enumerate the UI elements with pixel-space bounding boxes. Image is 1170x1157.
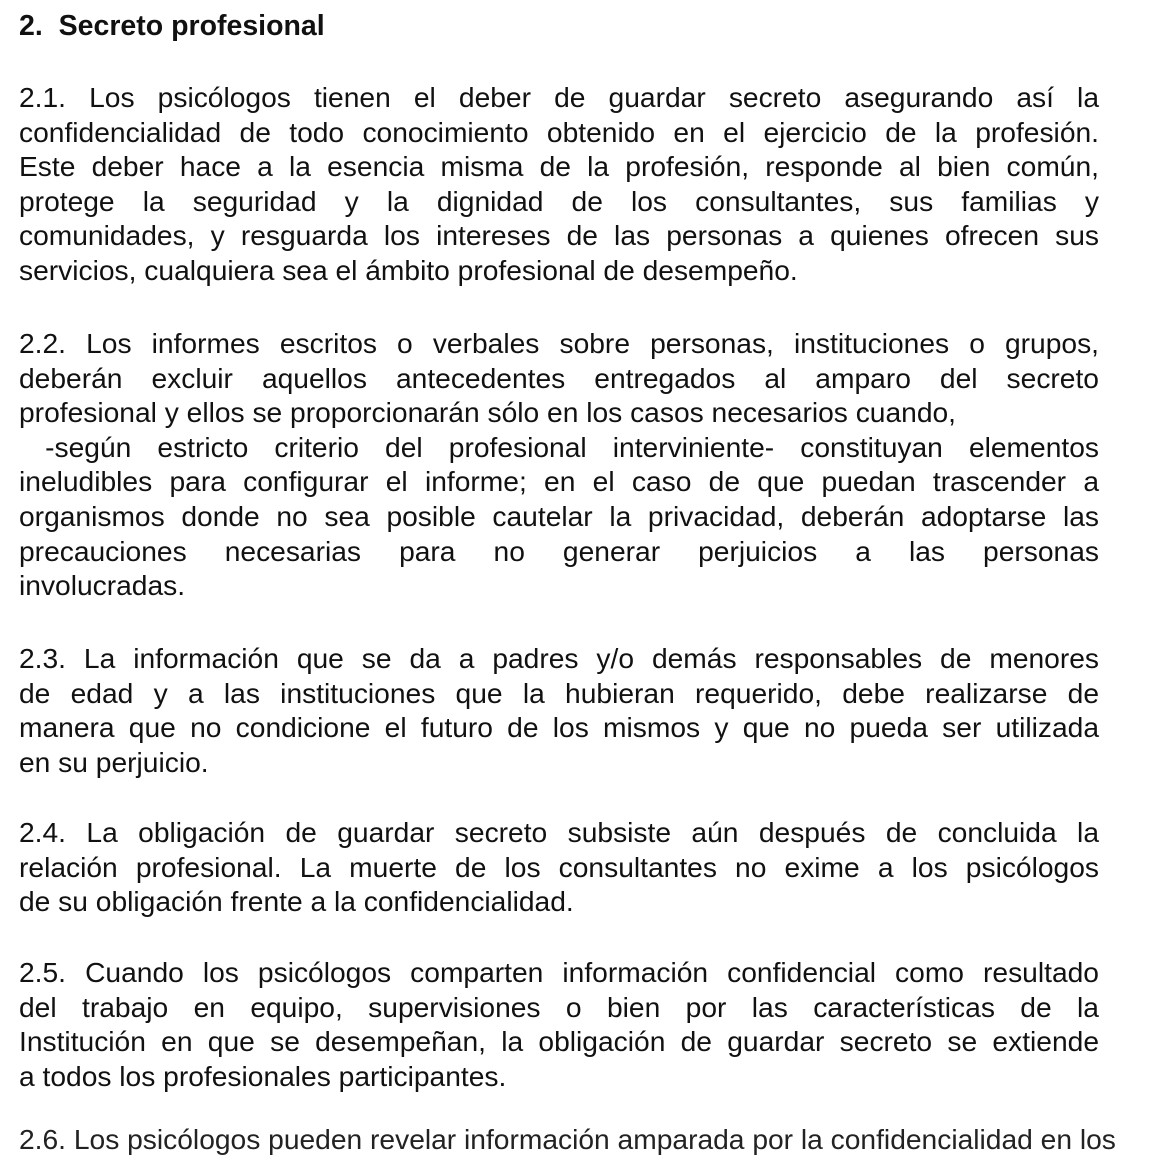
text-line: confidencialidad de todo conocimiento obtenido en el ejercicio de la profesión. [19,115,1099,148]
paragraph-2-4 [19,815,1099,919]
cutoff-text-line: 2.6. Los psicólogos pueden revelar información amparada por la confidencialidad en los [19,1123,1116,1155]
text-line: organismos donde no sea posible cautelar la privacidad, deberán adoptarse las [19,499,1099,532]
text-line: servicios, cualquiera sea el ámbito profesional de desempeño. [19,253,798,286]
text-line: en su perjuicio. [19,745,209,778]
text-line: relación profesional. La muerte de los consultantes no exime a los psicólogos [19,850,1099,883]
text-line: Institución en que se desempeñan, la obligación de guardar secreto se extiende [19,1025,1099,1058]
paragraph-2-1 [19,80,1099,288]
text-line: 2.1. Los psicólogos tienen el deber de guardar secreto asegurando así la [19,81,1099,113]
text-line: 2.2. Los informes escritos o verbales sobre personas, instituciones o grupos, [19,327,1099,359]
text-line: 2.3. La información que se da a padres y/o demás responsables de menores [19,642,1099,674]
text-line: deberán excluir aquellos antecedentes entregados al amparo del secreto [19,361,1099,394]
paragraph-2-5 [19,955,1099,1093]
text-line: ineludibles para configurar el informe; en el caso de que puedan trascender a [19,465,1099,498]
cutoff-line-container [19,1123,1116,1155]
paragraph-2-2 [19,326,1099,603]
text-line: involucradas. [19,569,186,602]
text-line: del trabajo en equipo, supervisiones o bien por las características de la [19,990,1099,1023]
text-line: comunidades, y resguarda los intereses de las personas a quienes ofrecen sus [19,219,1099,252]
text-line: profesional y ellos se proporcionarán sólo en los casos necesarios cuando, [19,396,957,429]
text-line: de su obligación frente a la confidencialidad. [19,885,574,918]
text-line: precauciones necesarias para no generar perjuicios a las personas [19,534,1099,567]
section-title: 2. Secreto profesional [19,10,325,42]
text-line: manera que no condicione el futuro de los mismos y que no pueda ser utilizada [19,711,1099,744]
text-line: de edad y a las instituciones que la hubieran requerido, debe realizarse de [19,676,1099,709]
text-line: protege la seguridad y la dignidad de los consultantes, sus familias y [19,184,1099,217]
text-line: a todos los profesionales participantes. [19,1059,507,1092]
paragraph-2-3 [19,641,1099,779]
text-line: 2.4. La obligación de guardar secreto subsiste aún después de concluida la [19,816,1099,848]
text-line: 2.5. Cuando los psicólogos comparten información confidencial como resultado [19,956,1099,988]
text-line: -según estricto criterio del profesional interviniente- constituyan elementos [19,430,1099,463]
text-line: Este deber hace a la esencia misma de la profesión, responde al bien común, [19,150,1099,183]
